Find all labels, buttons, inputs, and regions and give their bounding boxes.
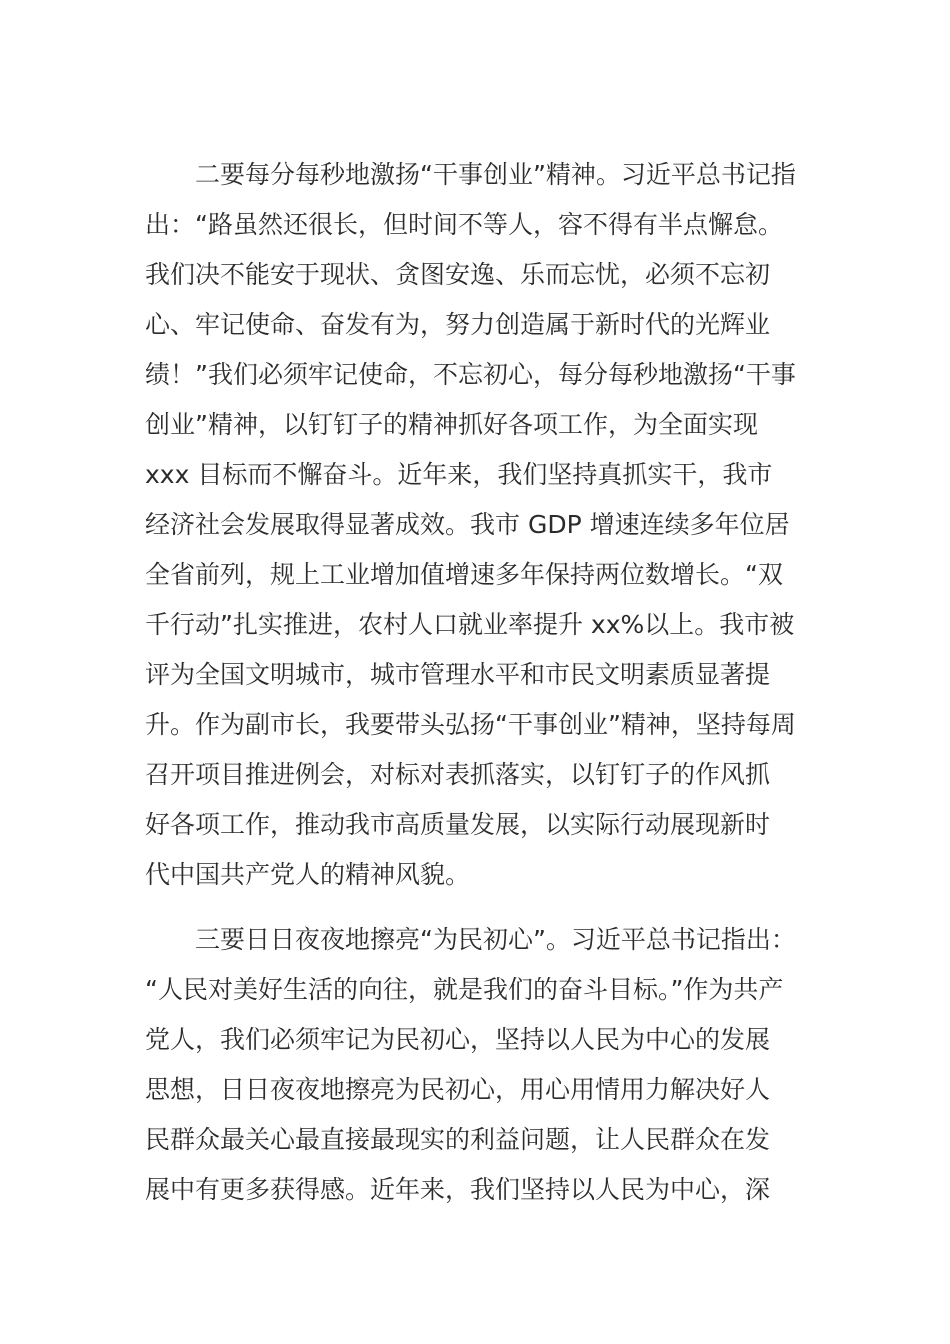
text-line: 好各项工作，推动我市高质量发展，以实际行动展现新时 — [145, 810, 771, 839]
text-line: 全省前列，规上工业增加值增速多年保持两位数增长。“双 — [145, 560, 783, 589]
text-line: 民群众最关心最直接最现实的利益问题，让人民群众在发 — [145, 1125, 771, 1154]
text-line: 千行动”扎实推进，农村人口就业率提升 xx%以上。我市被 — [145, 610, 795, 639]
text-line: 二要每分每秒地激扬“干事创业”精神。习近平总书记指 — [145, 160, 796, 189]
text-line: xxx 目标而不懈奋斗。近年来，我们坚持真抓实干，我市 — [145, 460, 773, 489]
text-line: 代中国共产党人的精神风貌。 — [145, 860, 471, 889]
document-body — [145, 150, 810, 1215]
text-line: 评为全国文明城市，城市管理水平和市民文明素质显著提 — [145, 660, 771, 689]
text-line: 心、牢记使命、奋发有为，努力创造属于新时代的光辉业 — [145, 310, 771, 339]
text-line: 党人，我们必须牢记为民初心，坚持以人民为中心的发展 — [145, 1025, 771, 1054]
text-line: 升。作为副市长，我要带头弘扬“干事创业”精神，坚持每周 — [145, 710, 796, 739]
text-line: 我们决不能安于现状、贪图安逸、乐而忘忧，必须不忘初 — [145, 260, 771, 289]
text-line: 召开项目推进例会，对标对表抓落实，以钉钉子的作风抓 — [145, 760, 771, 789]
text-line: 创业”精神，以钉钉子的精神抓好各项工作，为全面实现 — [145, 410, 758, 439]
text-line: 出：“路虽然还很长，但时间不等人，容不得有半点懈怠。 — [145, 210, 783, 239]
paragraph-3 — [145, 915, 810, 1215]
text-line: 三要日日夜夜地擦亮“为民初心”。习近平总书记指出： — [145, 925, 796, 954]
text-line: 思想，日日夜夜地擦亮为民初心，用心用情用力解决好人 — [145, 1075, 771, 1104]
text-line: “人民对美好生活的向往，就是我们的奋斗目标。”作为共产 — [145, 975, 784, 1004]
paragraph-2 — [145, 150, 810, 900]
text-line: 展中有更多获得感。近年来，我们坚持以人民为中心，深 — [145, 1175, 771, 1204]
text-line: 绩！”我们必须牢记使命，不忘初心，每分每秒地激扬“干事 — [145, 360, 796, 389]
text-line: 经济社会发展取得显著成效。我市 GDP 增速连续多年位居 — [145, 510, 790, 539]
